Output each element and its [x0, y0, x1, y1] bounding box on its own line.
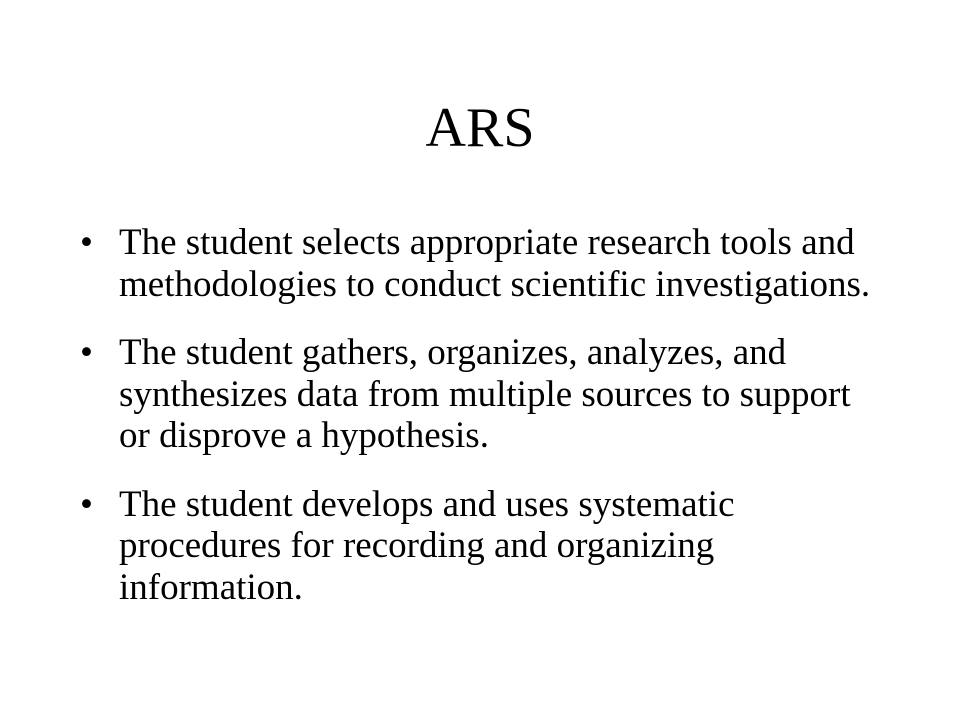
bullet-text: The student selects appropriate research tools and methodologies to conduct scientific investigations.	[119, 222, 871, 305]
slide-title: ARS	[425, 97, 535, 159]
bullet-text: The student gathers, organizes, analyzes, and synthesizes data from multiple sources to support or disprove a hypothesis.	[119, 332, 851, 456]
bullet-item	[80, 222, 880, 305]
bullet-icon: •	[80, 222, 93, 263]
bullet-item	[80, 484, 880, 609]
bullet-icon: •	[80, 332, 93, 373]
bullet-item	[80, 332, 880, 457]
bullet-list	[80, 222, 880, 635]
bullet-text: The student develops and uses systematic procedures for recording and organizing information.	[119, 483, 735, 608]
bullet-icon: •	[80, 483, 93, 525]
